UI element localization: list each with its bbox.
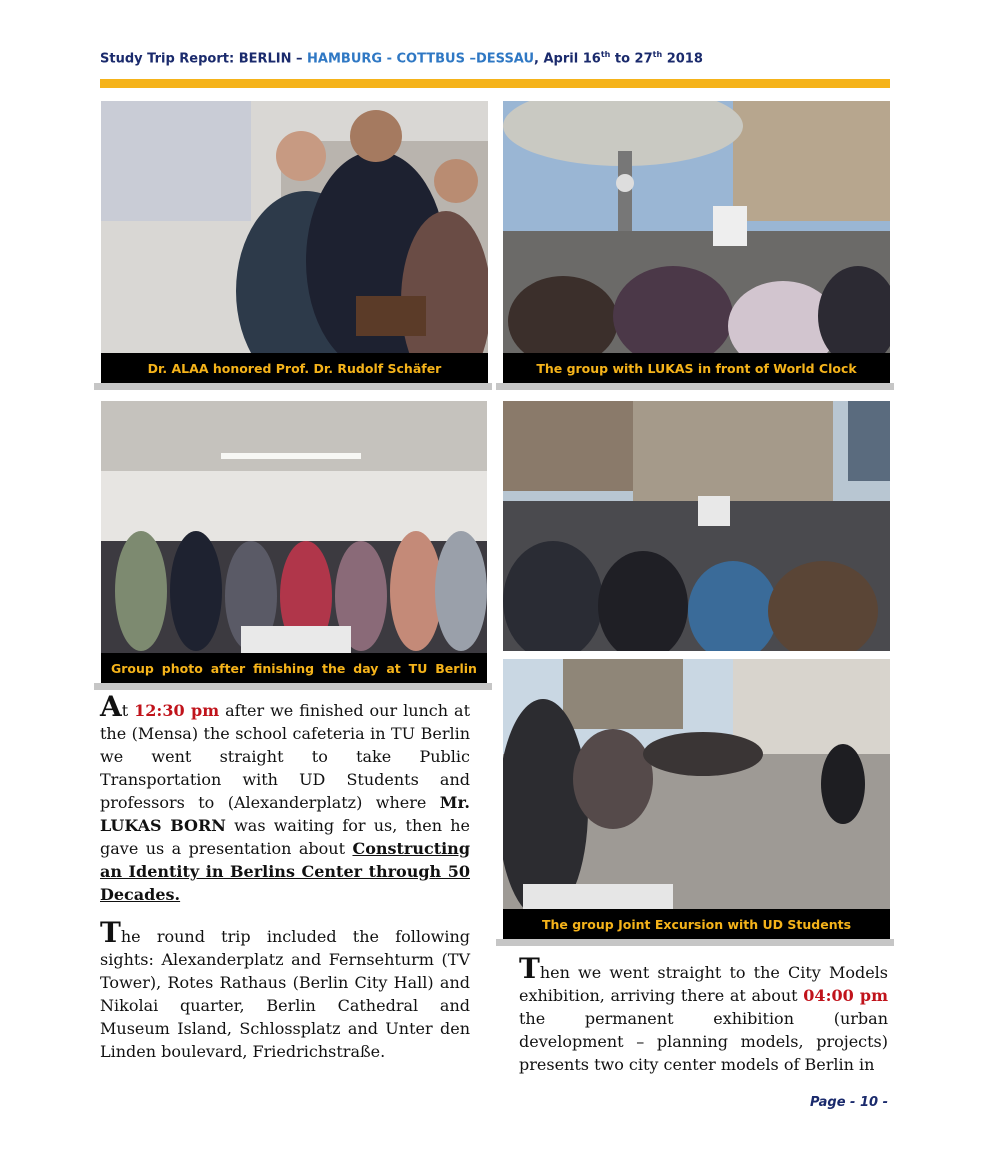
header-sup-start: th [600,50,611,59]
photo-group-tu-berlin [101,401,487,653]
header-title: Study Trip Report: BERLIN – [100,51,308,67]
paragraph-round-trip [100,916,470,1063]
paragraph-alexanderplatz [100,690,471,906]
header-date-end: to 27 [610,51,653,67]
caption-word: day [353,660,379,676]
caption-world-clock: The group with LUKAS in front of World Clock [503,353,890,383]
photo-honor-ceremony [101,101,488,353]
time-highlight: 04:00 pm [803,986,889,1005]
photo-joint-excursion [503,659,890,909]
caption-word: Group [111,660,154,676]
page-number: Page - 10 - [809,1095,888,1110]
caption-shadow [496,939,894,946]
caption-group-photo [101,653,487,683]
drop-cap: A [100,690,122,723]
header-accent-bar [100,79,890,88]
paragraph-text: was waiting for us, then he gave us a presentation about [100,816,470,858]
header-cities: HAMBURG - COTTBUS –DESSAU [307,51,535,67]
paragraph-text: after we finished our lunch at the (Mensa) the school cafeteria in TU Berlin we went straight to take Public Transportation with UD Students and professors to (Alexanderplatz) where [100,701,471,812]
caption-shadow [496,383,894,390]
time-highlight: 12:30 pm [134,701,220,720]
paragraph-text: the permanent exhibition (urban development – planning models, projects) presents two city center models of Berlin in [519,1009,888,1074]
caption-word: TU [408,660,428,676]
header-date-start: , April 16 [534,51,601,67]
caption-word: finishing [253,660,315,676]
paragraph-text: he round trip included the following sights: Alexanderplatz and Fernsehturm (TV Tower), Rotes Rathaus (Berlin City Hall) and Nikolai quarter, Berlin Cathedral and Museum Island, Schlossplatz and Unter den Linden boulevard, Friedrichstraße. [100,927,470,1061]
caption-word: the [321,660,346,676]
caption-honor: Dr. ALAA honored Prof. Dr. Rudolf Schäfer [101,353,488,383]
paragraph-city-models [519,952,889,1076]
caption-excursion: The group Joint Excursion with UD Students [503,909,890,939]
drop-cap: T [519,952,540,985]
photo-world-clock [503,101,890,353]
caption-shadow [94,683,492,690]
report-header [100,50,703,66]
photo-presentation-outdoors [503,401,890,651]
drop-cap: T [100,916,121,949]
paragraph-text: hen we went straight to the City Models exhibition, arriving there at about [519,963,888,1005]
caption-word: photo [161,660,203,676]
header-sup-end: th [652,50,663,59]
speaker-name: Mr. LUKAS BORN [100,793,470,835]
presentation-topic: Constructing an Identity in Berlins Center through 50 Decades. [100,839,470,904]
caption-word: at [386,660,401,676]
caption-shadow [94,383,492,390]
header-year: 2018 [662,51,703,67]
paragraph-text: t [121,701,135,720]
caption-word: Berlin [435,660,477,676]
caption-word: after [210,660,246,676]
